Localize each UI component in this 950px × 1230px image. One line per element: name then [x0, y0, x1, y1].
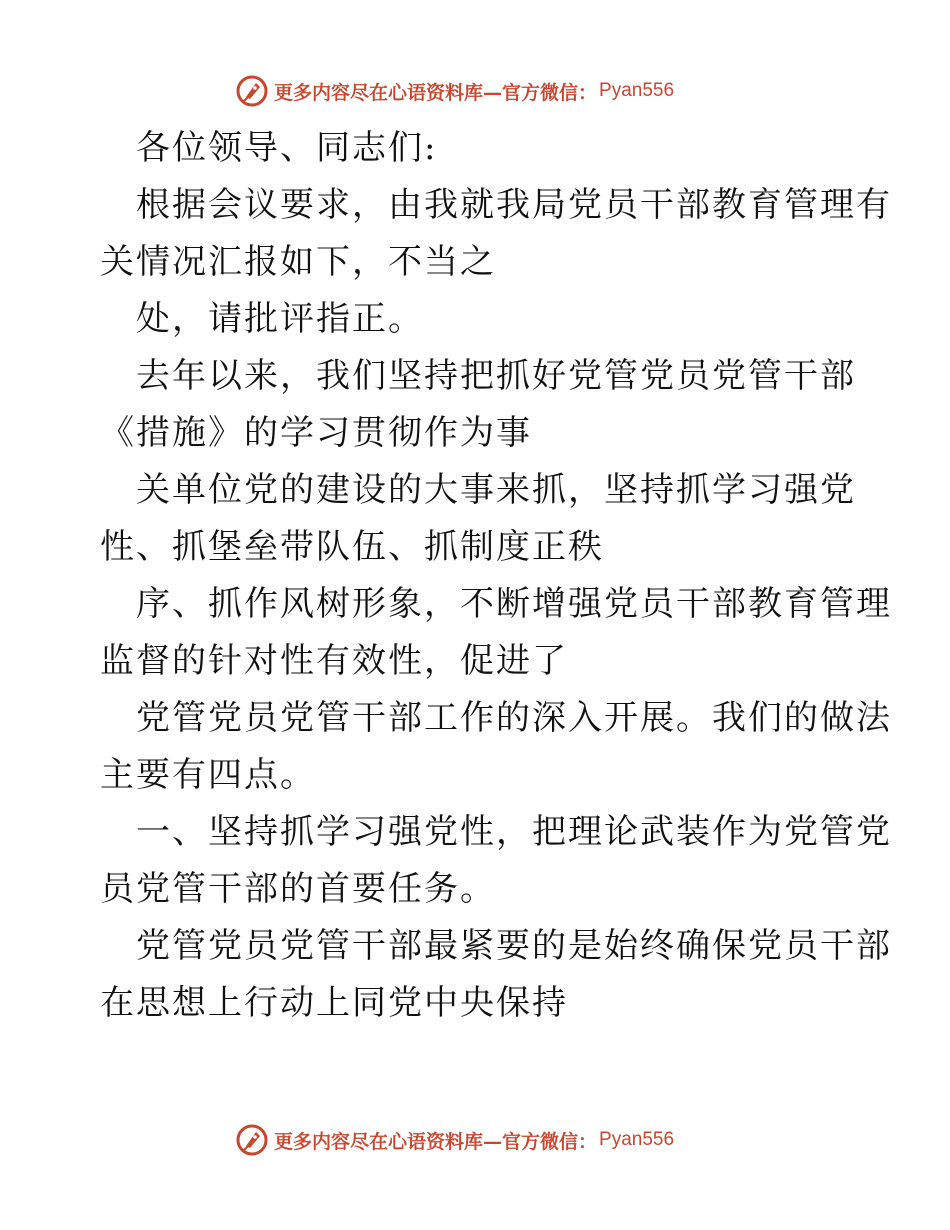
footer-watermark [236, 1123, 674, 1157]
pen-nib-logo-icon [236, 1124, 268, 1156]
text-line: 根据会议要求，由我就我局党员干部教育管理有 [136, 185, 892, 225]
text-line: 党管党员党管干部工作的深入开展。我们的做法 [136, 698, 892, 738]
document-body [100, 120, 892, 1032]
text-line: 在思想上行动上同党中央保持 [100, 983, 568, 1023]
text-line: 关情况汇报如下，不当之 [100, 242, 496, 282]
text-line: 各位领导、同志们: [136, 128, 438, 168]
header-watermark [236, 74, 674, 108]
text-line: 一、坚持抓学习强党性，把理论武装作为党管党 [136, 812, 892, 852]
pen-nib-logo-icon [236, 75, 268, 107]
text-line: 党管党员党管干部最紧要的是始终确保党员干部 [136, 926, 892, 966]
text-line: 处，请批评指正。 [136, 299, 424, 339]
text-line: 《措施》的学习贯彻作为事 [100, 413, 532, 453]
text-line: 去年以来，我们坚持把抓好党管党员党管干部 [136, 356, 856, 396]
watermark-text: 更多内容尽在心语资料库—官方微信： [274, 81, 598, 104]
text-line: 员党管干部的首要任务。 [100, 869, 496, 909]
watermark-wechat-id: Pyan556 [599, 80, 675, 101]
text-line: 主要有四点。 [100, 755, 316, 795]
text-line: 序、抓作风树形象，不断增强党员干部教育管理 [136, 584, 892, 624]
text-line: 监督的针对性有效性，促进了 [100, 641, 568, 681]
watermark-wechat-id: Pyan556 [599, 1129, 675, 1150]
text-line: 关单位党的建设的大事来抓，坚持抓学习强党 [136, 470, 856, 510]
text-line: 性、抓堡垒带队伍、抓制度正秩 [100, 527, 604, 567]
watermark-text: 更多内容尽在心语资料库—官方微信： [274, 1130, 598, 1153]
